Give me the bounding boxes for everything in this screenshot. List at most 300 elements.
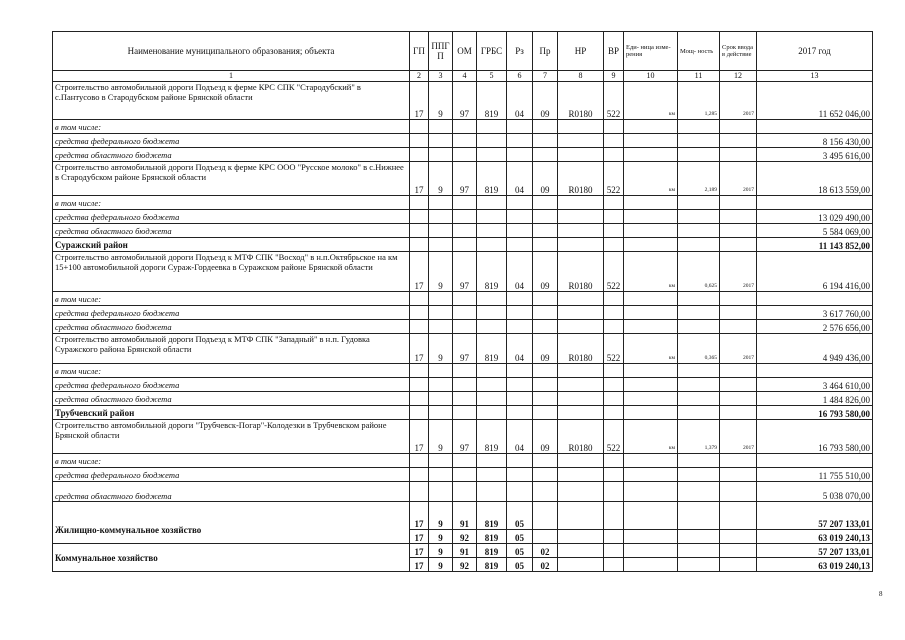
code-ppgp: 9	[429, 502, 453, 530]
empty-cell	[477, 120, 507, 134]
unit-cell: км	[624, 334, 678, 364]
empty-cell	[453, 120, 477, 134]
empty-cell	[624, 454, 678, 468]
code-nr: R0180	[558, 252, 604, 292]
col-number: 9	[604, 71, 624, 82]
code-ppgp: 9	[429, 334, 453, 364]
empty-cell	[604, 406, 624, 420]
empty-cell	[720, 148, 757, 162]
empty-cell	[453, 148, 477, 162]
table-row	[53, 148, 873, 162]
empty-cell	[429, 148, 453, 162]
table-row	[53, 210, 873, 224]
empty-cell	[720, 502, 757, 530]
empty-cell	[410, 238, 429, 252]
code-ppgp: 9	[429, 162, 453, 196]
empty-cell	[429, 378, 453, 392]
empty-cell	[533, 482, 558, 502]
power-cell: 0,625	[678, 252, 720, 292]
empty-cell	[453, 292, 477, 306]
empty-cell	[410, 454, 429, 468]
empty-cell	[507, 224, 533, 238]
empty-cell	[533, 134, 558, 148]
empty-cell	[604, 468, 624, 482]
empty-cell	[678, 224, 720, 238]
empty-cell	[720, 392, 757, 406]
code-rz: 04	[507, 252, 533, 292]
empty-cell	[453, 306, 477, 320]
empty-cell	[624, 320, 678, 334]
empty-cell	[678, 148, 720, 162]
object-name: Строительство автомобильной дороги Подъезд к МТФ СПК "Западный" в н.п. Гудовка Суражского района Брянской области	[53, 334, 410, 364]
code-grbs: 819	[477, 502, 507, 530]
empty-cell	[453, 482, 477, 502]
code-om: 91	[453, 502, 477, 530]
empty-cell	[477, 196, 507, 210]
empty-cell	[507, 196, 533, 210]
fund-source-label: средства федерального бюджета	[53, 378, 410, 392]
table-body	[53, 82, 873, 572]
empty-cell	[604, 454, 624, 468]
empty-cell	[604, 224, 624, 238]
code-om: 97	[453, 420, 477, 454]
empty-cell	[429, 364, 453, 378]
empty-cell	[410, 320, 429, 334]
code-grbs: 819	[477, 82, 507, 120]
empty-cell	[533, 364, 558, 378]
fund-source-label: средства областного бюджета	[53, 148, 410, 162]
fund-source-label: средства федерального бюджета	[53, 210, 410, 224]
empty-cell	[453, 364, 477, 378]
code-ppgp: 9	[429, 82, 453, 120]
code-nr: R0180	[558, 420, 604, 454]
section-name: Коммунальное хозяйство	[53, 544, 410, 572]
code-pr: 09	[533, 334, 558, 364]
empty-cell	[507, 454, 533, 468]
code-gp: 17	[410, 502, 429, 530]
amount-cell: 3 464 610,00	[757, 378, 873, 392]
empty-cell	[678, 482, 720, 502]
empty-cell	[720, 238, 757, 252]
empty-cell	[507, 238, 533, 252]
empty-cell	[678, 306, 720, 320]
amount-cell: 3 495 616,00	[757, 148, 873, 162]
empty-cell	[624, 392, 678, 406]
power-cell: 1,285	[678, 82, 720, 120]
empty-cell	[720, 134, 757, 148]
col-header: ППГП	[429, 32, 453, 71]
code-vr: 522	[604, 162, 624, 196]
empty-cell	[624, 502, 678, 530]
empty-cell	[558, 530, 604, 544]
empty-cell	[507, 482, 533, 502]
col-number: 1	[53, 71, 410, 82]
empty-cell	[558, 544, 604, 558]
amount-cell	[757, 120, 873, 134]
empty-cell	[429, 238, 453, 252]
empty-cell	[477, 210, 507, 224]
table-row	[53, 544, 873, 558]
table-row	[53, 320, 873, 334]
col-number: 11	[678, 71, 720, 82]
code-ppgp: 9	[429, 544, 453, 558]
code-gp: 17	[410, 334, 429, 364]
empty-cell	[533, 196, 558, 210]
empty-cell	[720, 544, 757, 558]
empty-cell	[720, 196, 757, 210]
empty-cell	[453, 134, 477, 148]
empty-cell	[558, 378, 604, 392]
empty-cell	[604, 502, 624, 530]
table-row	[53, 482, 873, 502]
year-cell: 2017	[720, 162, 757, 196]
empty-cell	[604, 392, 624, 406]
empty-cell	[558, 482, 604, 502]
code-gp: 17	[410, 420, 429, 454]
year-cell: 2017	[720, 82, 757, 120]
empty-cell	[624, 530, 678, 544]
code-pr	[533, 530, 558, 544]
empty-cell	[604, 120, 624, 134]
col-header: Еди- ница изме- рения	[624, 32, 678, 71]
code-grbs: 819	[477, 334, 507, 364]
empty-cell	[533, 120, 558, 134]
col-number: 2	[410, 71, 429, 82]
empty-cell	[720, 454, 757, 468]
empty-cell	[477, 364, 507, 378]
budget-table	[52, 31, 873, 572]
code-pr: 02	[533, 544, 558, 558]
amount-cell	[757, 196, 873, 210]
col-header: Пр	[533, 32, 558, 71]
empty-cell	[720, 558, 757, 572]
empty-cell	[477, 392, 507, 406]
year-cell: 2017	[720, 334, 757, 364]
code-rz: 04	[507, 162, 533, 196]
empty-cell	[604, 378, 624, 392]
object-name: Строительство автомобильной дороги Подъезд к ферме КРС ООО "Русское молоко" в с.Нижнее в Стародубском районе Брянской области	[53, 162, 410, 196]
code-pr: 02	[533, 558, 558, 572]
empty-cell	[410, 482, 429, 502]
amount-cell	[757, 292, 873, 306]
empty-cell	[624, 468, 678, 482]
code-grbs: 819	[477, 252, 507, 292]
empty-cell	[477, 468, 507, 482]
empty-cell	[453, 196, 477, 210]
empty-cell	[624, 224, 678, 238]
code-rz: 05	[507, 544, 533, 558]
fund-source-label: средства областного бюджета	[53, 320, 410, 334]
empty-cell	[410, 134, 429, 148]
empty-cell	[624, 148, 678, 162]
empty-cell	[453, 320, 477, 334]
column-number-row	[53, 71, 873, 82]
table-row	[53, 502, 873, 530]
code-gp: 17	[410, 544, 429, 558]
code-vr: 522	[604, 334, 624, 364]
empty-cell	[410, 306, 429, 320]
amount-cell: 3 617 760,00	[757, 306, 873, 320]
empty-cell	[477, 292, 507, 306]
code-pr: 09	[533, 420, 558, 454]
fund-source-label: средства федерального бюджета	[53, 306, 410, 320]
code-om: 92	[453, 530, 477, 544]
empty-cell	[604, 544, 624, 558]
object-name: Строительство автомобильной дороги Подъезд к ферме КРС СПК "Стародубский" в с.Пантусово в Стародубском районе Брянской области	[53, 82, 410, 120]
empty-cell	[477, 238, 507, 252]
code-nr: R0180	[558, 334, 604, 364]
col-number: 6	[507, 71, 533, 82]
code-gp: 17	[410, 558, 429, 572]
code-ppgp: 9	[429, 252, 453, 292]
table-row	[53, 82, 873, 120]
empty-cell	[533, 378, 558, 392]
code-rz: 05	[507, 502, 533, 530]
empty-cell	[453, 210, 477, 224]
empty-cell	[533, 468, 558, 482]
empty-cell	[720, 406, 757, 420]
empty-cell	[624, 364, 678, 378]
empty-cell	[533, 306, 558, 320]
empty-cell	[678, 196, 720, 210]
unit-cell: км	[624, 420, 678, 454]
table-row	[53, 196, 873, 210]
code-pr: 09	[533, 252, 558, 292]
table-row	[53, 134, 873, 148]
code-gp: 17	[410, 82, 429, 120]
object-name: Строительство автомобильной дороги Подъезд к МТФ СПК "Восход" в н.п.Октябрьское на км 15+100 автомобильной дороги Сураж-Гордеевка в Суражском районе Брянской области	[53, 252, 410, 292]
empty-cell	[453, 468, 477, 482]
empty-cell	[507, 292, 533, 306]
empty-cell	[558, 224, 604, 238]
empty-cell	[624, 134, 678, 148]
empty-cell	[477, 134, 507, 148]
table-row	[53, 292, 873, 306]
empty-cell	[507, 364, 533, 378]
empty-cell	[507, 392, 533, 406]
power-cell: 1,379	[678, 420, 720, 454]
empty-cell	[604, 364, 624, 378]
empty-cell	[558, 454, 604, 468]
table-row	[53, 306, 873, 320]
empty-cell	[533, 224, 558, 238]
amount-cell: 16 793 580,00	[757, 420, 873, 454]
code-om: 92	[453, 558, 477, 572]
empty-cell	[453, 224, 477, 238]
empty-cell	[410, 292, 429, 306]
empty-cell	[604, 482, 624, 502]
amount-cell: 16 793 580,00	[757, 406, 873, 420]
empty-cell	[558, 320, 604, 334]
col-number: 10	[624, 71, 678, 82]
power-cell: 2,189	[678, 162, 720, 196]
table-row	[53, 364, 873, 378]
table-row	[53, 378, 873, 392]
empty-cell	[507, 378, 533, 392]
fund-source-label: средства областного бюджета	[53, 392, 410, 406]
empty-cell	[604, 306, 624, 320]
empty-cell	[477, 320, 507, 334]
district-name: Суражский район	[53, 238, 410, 252]
empty-cell	[477, 306, 507, 320]
empty-cell	[604, 134, 624, 148]
code-gp: 17	[410, 162, 429, 196]
amount-cell: 63 019 240,13	[757, 530, 873, 544]
amount-cell: 11 755 510,00	[757, 468, 873, 482]
fund-source-label: средства федерального бюджета	[53, 134, 410, 148]
col-header: НР	[558, 32, 604, 71]
empty-cell	[604, 148, 624, 162]
empty-cell	[507, 320, 533, 334]
empty-cell	[410, 120, 429, 134]
code-vr: 522	[604, 420, 624, 454]
empty-cell	[624, 306, 678, 320]
unit-cell: км	[624, 82, 678, 120]
amount-cell: 57 207 133,01	[757, 544, 873, 558]
empty-cell	[453, 378, 477, 392]
empty-cell	[720, 364, 757, 378]
empty-cell	[720, 224, 757, 238]
year-cell: 2017	[720, 420, 757, 454]
empty-cell	[720, 320, 757, 334]
col-number: 3	[429, 71, 453, 82]
table-row	[53, 468, 873, 482]
amount-cell: 11 652 046,00	[757, 82, 873, 120]
empty-cell	[558, 392, 604, 406]
fund-source-label: средства областного бюджета	[53, 224, 410, 238]
unit-cell: км	[624, 252, 678, 292]
empty-cell	[410, 364, 429, 378]
amount-cell: 8 156 430,00	[757, 134, 873, 148]
empty-cell	[477, 406, 507, 420]
amount-cell	[757, 454, 873, 468]
empty-cell	[558, 120, 604, 134]
empty-cell	[410, 378, 429, 392]
empty-cell	[604, 196, 624, 210]
empty-cell	[720, 482, 757, 502]
empty-cell	[558, 364, 604, 378]
empty-cell	[533, 238, 558, 252]
fund-source-label: в том числе:	[53, 454, 410, 468]
empty-cell	[533, 406, 558, 420]
empty-cell	[429, 482, 453, 502]
district-name: Трубчевский район	[53, 406, 410, 420]
empty-cell	[533, 292, 558, 306]
empty-cell	[410, 406, 429, 420]
empty-cell	[678, 210, 720, 224]
empty-cell	[533, 392, 558, 406]
code-grbs: 819	[477, 558, 507, 572]
empty-cell	[678, 502, 720, 530]
col-header: ОМ	[453, 32, 477, 71]
empty-cell	[678, 292, 720, 306]
fund-source-label: в том числе:	[53, 196, 410, 210]
col-header: 2017 год	[757, 32, 873, 71]
empty-cell	[720, 468, 757, 482]
code-pr	[533, 502, 558, 530]
amount-cell: 63 019 240,13	[757, 558, 873, 572]
amount-cell: 2 576 656,00	[757, 320, 873, 334]
empty-cell	[678, 378, 720, 392]
table-row	[53, 238, 873, 252]
empty-cell	[624, 292, 678, 306]
empty-cell	[678, 134, 720, 148]
code-pr: 09	[533, 82, 558, 120]
col-number: 5	[477, 71, 507, 82]
empty-cell	[453, 406, 477, 420]
table-row	[53, 454, 873, 468]
empty-cell	[429, 120, 453, 134]
col-header: ВР	[604, 32, 624, 71]
code-gp: 17	[410, 252, 429, 292]
empty-cell	[604, 320, 624, 334]
empty-cell	[558, 292, 604, 306]
empty-cell	[477, 224, 507, 238]
empty-cell	[429, 468, 453, 482]
code-grbs: 819	[477, 420, 507, 454]
empty-cell	[507, 120, 533, 134]
amount-cell: 5 038 070,00	[757, 482, 873, 502]
code-grbs: 819	[477, 544, 507, 558]
empty-cell	[604, 292, 624, 306]
empty-cell	[507, 134, 533, 148]
code-rz: 04	[507, 82, 533, 120]
col-header: Мощ- ность	[678, 32, 720, 71]
empty-cell	[558, 238, 604, 252]
fund-source-label: в том числе:	[53, 120, 410, 134]
empty-cell	[429, 224, 453, 238]
code-gp: 17	[410, 530, 429, 544]
section-name: Жилищно-коммунальное хозяйство	[53, 502, 410, 544]
empty-cell	[533, 148, 558, 162]
empty-cell	[678, 364, 720, 378]
table-row	[53, 392, 873, 406]
table-row	[53, 406, 873, 420]
empty-cell	[604, 210, 624, 224]
amount-cell	[757, 364, 873, 378]
fund-source-label: средства федерального бюджета	[53, 468, 410, 482]
fund-source-label: средства областного бюджета	[53, 482, 410, 502]
empty-cell	[507, 148, 533, 162]
empty-cell	[604, 238, 624, 252]
amount-cell: 13 029 490,00	[757, 210, 873, 224]
empty-cell	[558, 306, 604, 320]
col-number: 12	[720, 71, 757, 82]
col-number: 7	[533, 71, 558, 82]
amount-cell: 5 584 069,00	[757, 224, 873, 238]
code-ppgp: 9	[429, 420, 453, 454]
col-header: Срок ввода в действие	[720, 32, 757, 71]
amount-cell: 57 207 133,01	[757, 502, 873, 530]
table-row	[53, 420, 873, 454]
empty-cell	[477, 378, 507, 392]
table-row	[53, 224, 873, 238]
amount-cell: 18 613 559,00	[757, 162, 873, 196]
empty-cell	[429, 196, 453, 210]
col-header: Наименование муниципального образования; объекта	[53, 32, 410, 71]
col-header: ГП	[410, 32, 429, 71]
code-om: 97	[453, 162, 477, 196]
empty-cell	[533, 210, 558, 224]
empty-cell	[507, 468, 533, 482]
empty-cell	[558, 148, 604, 162]
empty-cell	[678, 468, 720, 482]
code-om: 97	[453, 252, 477, 292]
code-om: 97	[453, 82, 477, 120]
empty-cell	[624, 120, 678, 134]
empty-cell	[558, 468, 604, 482]
col-number: 13	[757, 71, 873, 82]
